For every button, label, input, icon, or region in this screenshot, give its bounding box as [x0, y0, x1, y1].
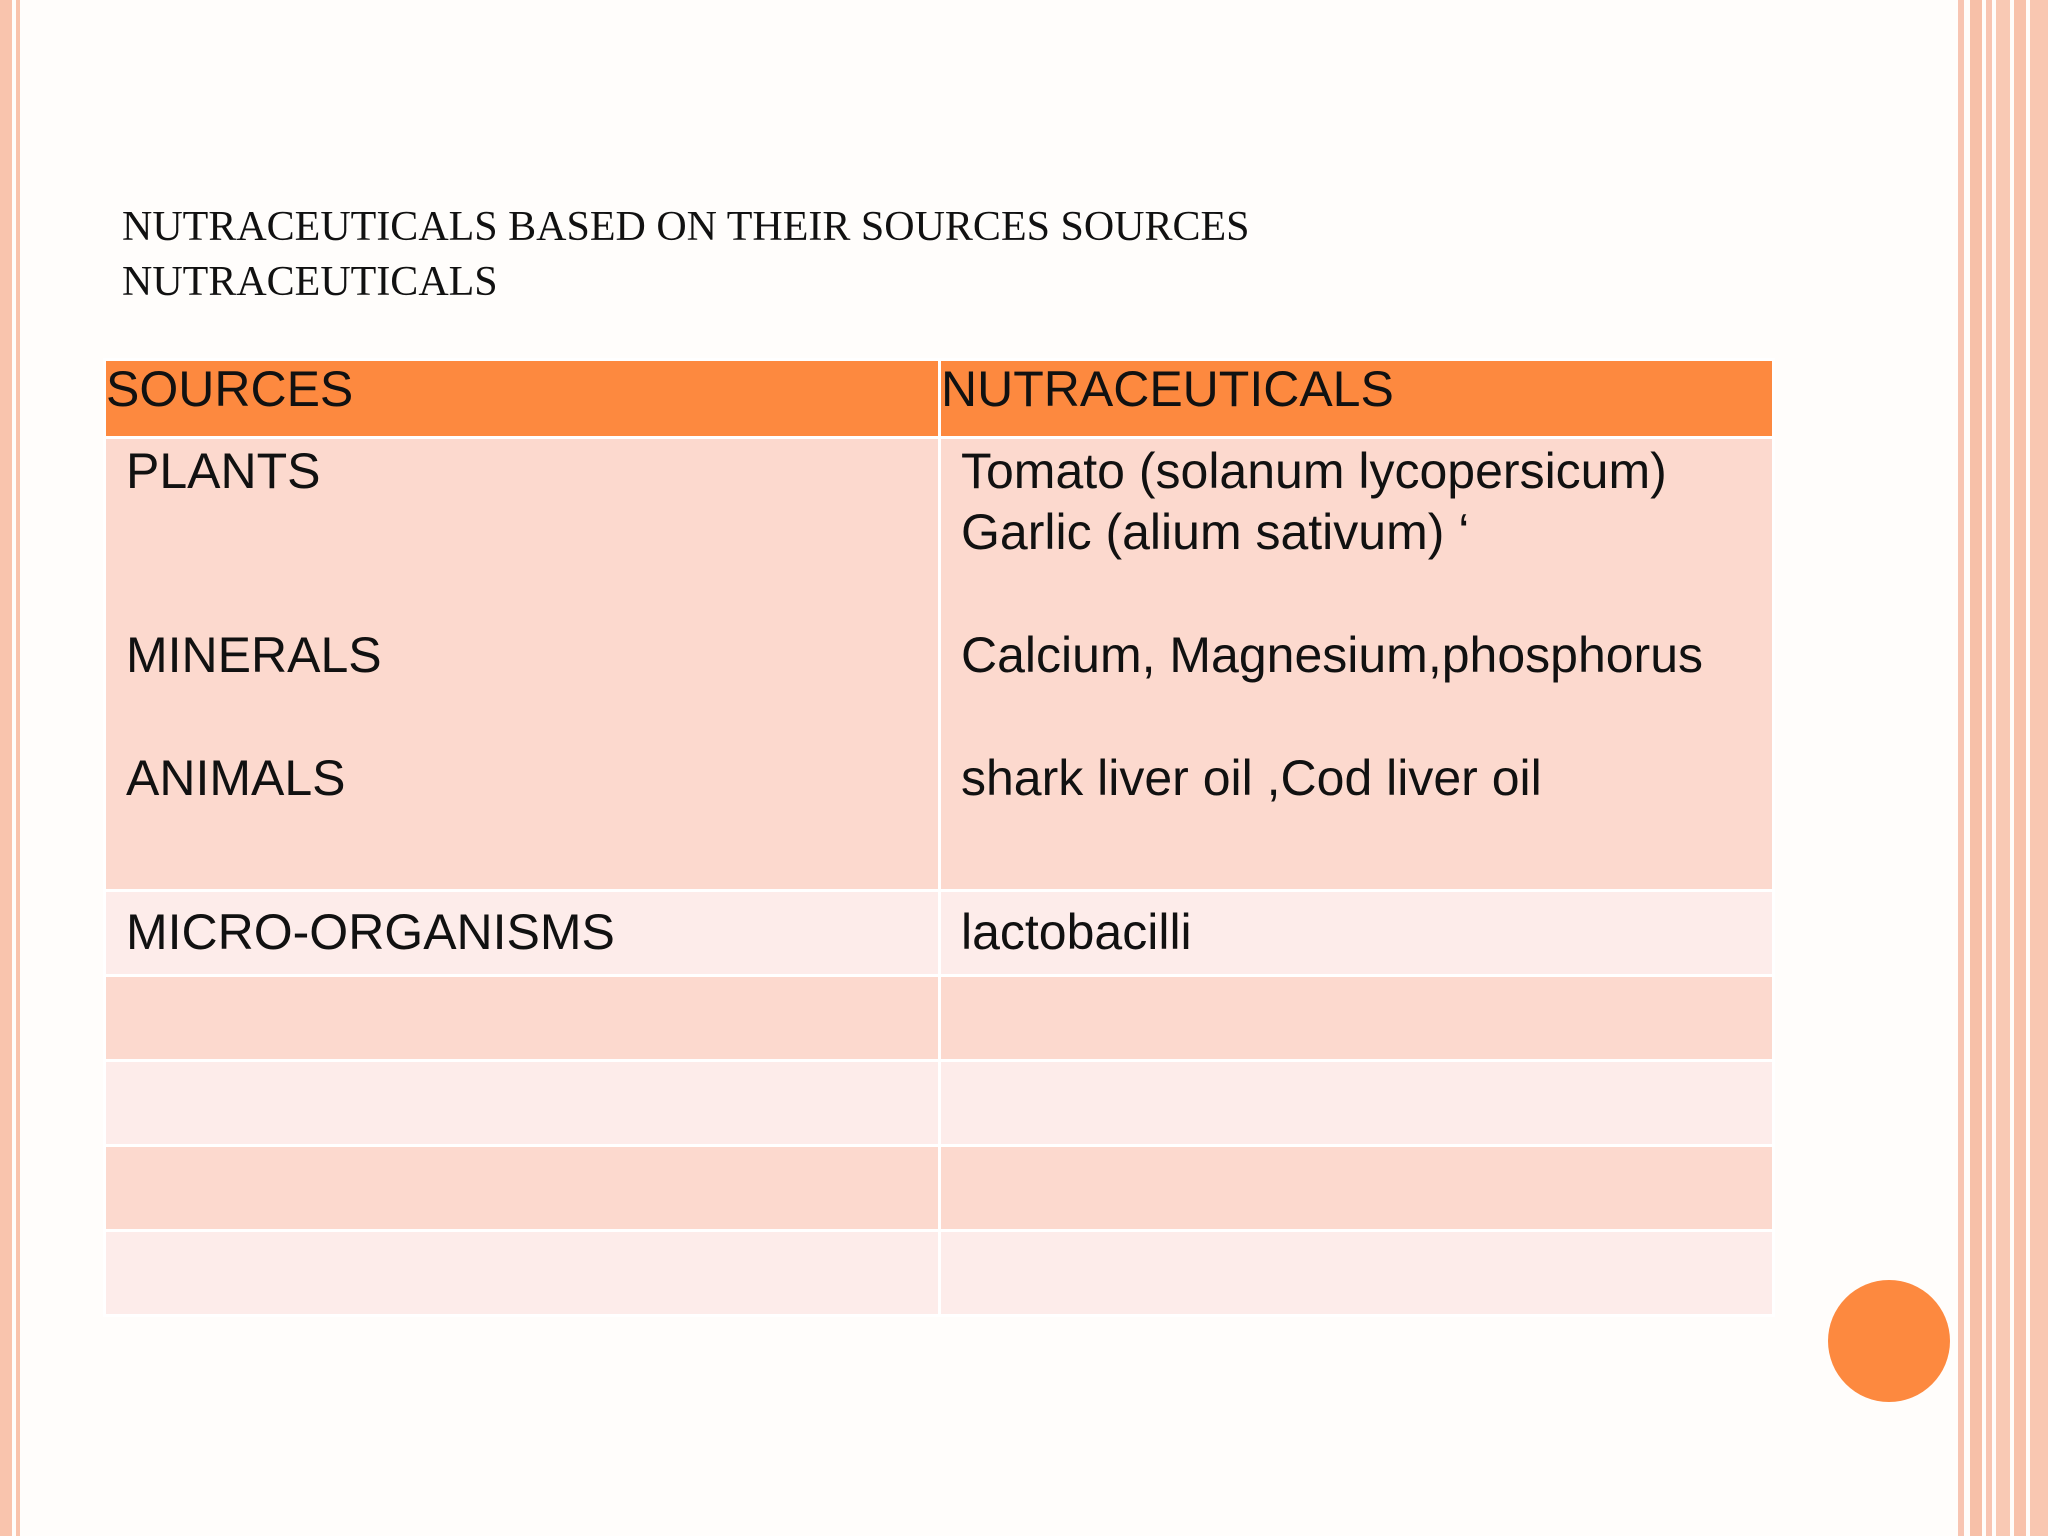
nutraceuticals-table	[103, 358, 1775, 1317]
sources-cell	[105, 438, 940, 891]
table-row	[105, 891, 1774, 976]
nutraceutical-lactobacilli: lactobacilli	[961, 904, 1192, 960]
right-border-stripe	[2014, 0, 2026, 1536]
source-animals: ANIMALS	[126, 750, 346, 806]
table-row-sources-group	[105, 438, 1774, 891]
table-cell-source	[105, 976, 940, 1061]
nutraceutical-minerals: Calcium, Magnesium,phosphorus	[961, 627, 1704, 683]
nutraceutical-animal-oils: shark liver oil ,Cod liver oil	[961, 750, 1542, 806]
left-border-stripe-thin	[16, 0, 20, 1536]
nutraceuticals-cell	[940, 438, 1774, 891]
right-border-stripe	[2030, 0, 2048, 1536]
table-cell-source	[105, 1061, 940, 1146]
source-minerals: MINERALS	[126, 627, 382, 683]
table-header-row	[105, 360, 1774, 438]
table-cell-nutraceutical	[940, 891, 1774, 976]
decorative-orange-circle	[1828, 1280, 1950, 1402]
nutraceutical-tomato: Tomato (solanum lycopersicum)	[961, 443, 1667, 499]
table-cell-nutraceutical	[940, 976, 1774, 1061]
right-border-stripe	[1986, 0, 1992, 1536]
header-sources: SOURCES	[105, 360, 940, 438]
table-cell-source	[105, 1231, 940, 1316]
table-cell-source	[105, 891, 940, 976]
table-row	[105, 1231, 1774, 1316]
slide-title-line: NUTRACEUTICALS BASED ON THEIR SOURCES SOURCES	[122, 204, 1250, 250]
table-cell-source	[105, 1146, 940, 1231]
source-plants: PLANTS	[126, 443, 321, 499]
table-row	[105, 1061, 1774, 1146]
left-border-stripe	[0, 0, 12, 1536]
table-row	[105, 976, 1774, 1061]
slide-title-line: NUTRACEUTICALS	[122, 259, 498, 305]
right-border-stripe	[1996, 0, 2010, 1536]
right-border-stripe	[1958, 0, 1964, 1536]
header-nutraceuticals: NUTRACEUTICALS	[940, 360, 1774, 438]
right-border-stripe	[1970, 0, 1982, 1536]
source-micro-organisms: MICRO-ORGANISMS	[126, 904, 615, 960]
slide-title	[122, 200, 1422, 310]
table-cell-nutraceutical	[940, 1231, 1774, 1316]
table-cell-nutraceutical	[940, 1146, 1774, 1231]
nutraceutical-garlic: Garlic (alium sativum) ‘	[961, 504, 1470, 560]
table-cell-nutraceutical	[940, 1061, 1774, 1146]
table-row	[105, 1146, 1774, 1231]
